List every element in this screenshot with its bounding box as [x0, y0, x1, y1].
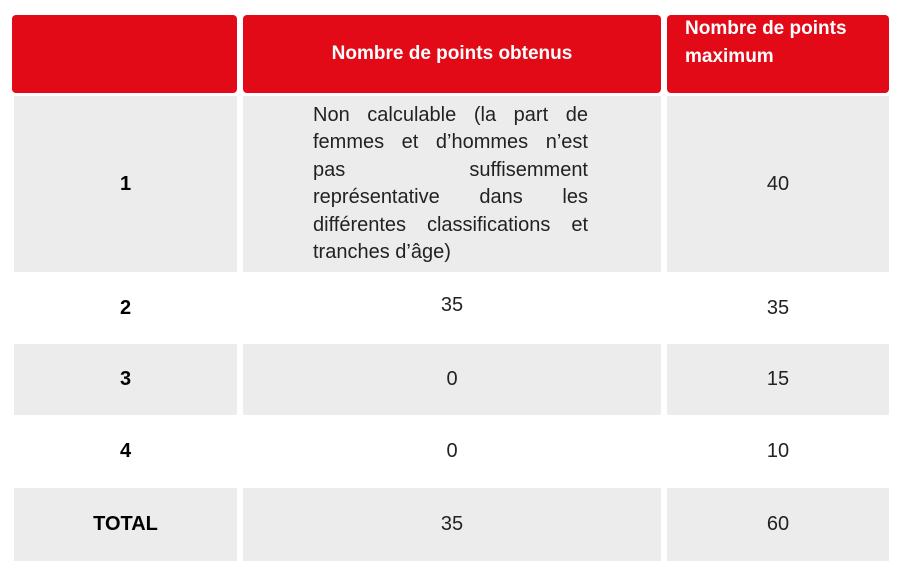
header-points-obtained — [243, 15, 661, 93]
header-points-maximum-label-line1: Nombre de points — [685, 18, 847, 39]
header-empty-cell — [12, 15, 237, 93]
row-value: 0 — [446, 439, 458, 462]
row-4-maximum-cell — [667, 415, 889, 487]
row-total-label-cell — [14, 488, 237, 561]
row-3-obtained-cell — [243, 344, 661, 415]
row-1-label-cell — [14, 96, 237, 272]
row-value: 35 — [440, 513, 464, 535]
row-value: 0 — [446, 368, 458, 390]
row-label: 2 — [119, 296, 132, 319]
header-points-maximum — [667, 15, 889, 93]
header-points-obtained-label: Nombre de points obtenus — [331, 43, 573, 64]
row-label: 3 — [119, 368, 132, 390]
row-4-obtained-cell — [243, 415, 661, 487]
row-value: 35 — [766, 296, 790, 319]
row-1-obtained-cell — [243, 96, 661, 272]
row-2-maximum-cell — [667, 272, 889, 344]
row-total-obtained-cell — [243, 488, 661, 561]
row-1-obtained-text: Non calculable (la part de femmes et d’hommes n’est pas suffisemment représentative dans les différentes classifications et tranches d’âge) — [313, 103, 588, 263]
row-1-maximum-cell — [667, 96, 889, 272]
row-value: 10 — [766, 439, 790, 462]
row-label: 1 — [119, 172, 132, 195]
row-value: 40 — [766, 172, 790, 195]
row-3-maximum-cell — [667, 344, 889, 415]
row-label: TOTAL — [93, 513, 158, 535]
row-4-label-cell — [14, 415, 237, 487]
row-value: 15 — [766, 368, 790, 390]
header-points-maximum-label-line2: maximum — [685, 46, 774, 67]
row-value: 60 — [766, 513, 790, 535]
row-total-maximum-cell — [667, 488, 889, 561]
row-value: 35 — [440, 294, 464, 316]
row-2-label-cell — [14, 272, 237, 344]
row-2-obtained-cell — [243, 272, 661, 344]
row-3-label-cell — [14, 344, 237, 415]
row-label: 4 — [119, 439, 132, 462]
